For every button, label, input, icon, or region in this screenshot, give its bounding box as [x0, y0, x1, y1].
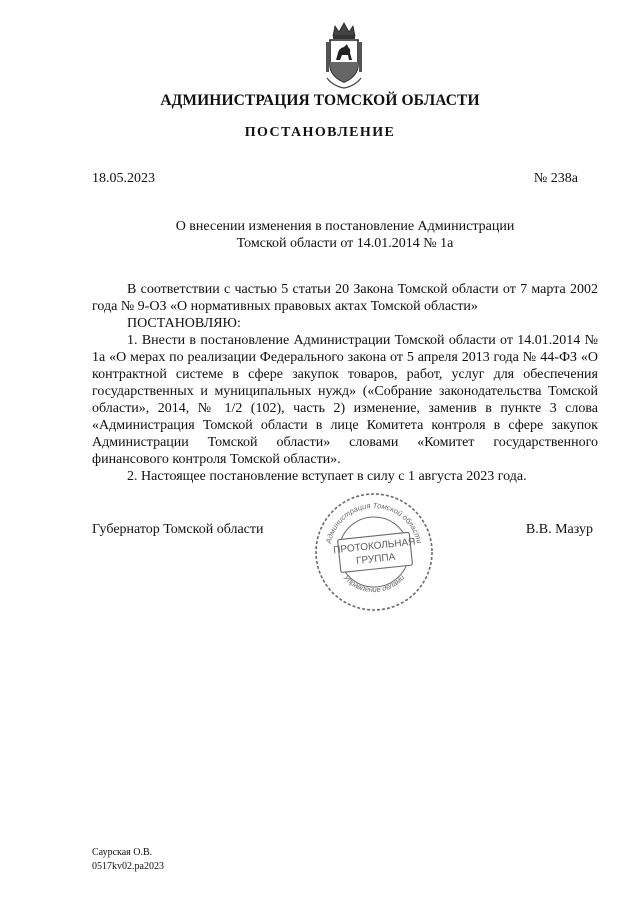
- stamp-ring-top: Администрация Томской области: [323, 500, 425, 545]
- document-number: № 238а: [533, 171, 578, 186]
- signatory-role: Губернатор Томской области: [92, 522, 264, 537]
- official-stamp: [313, 491, 435, 613]
- document-type: ПОСТАНОВЛЕНИЕ: [244, 125, 396, 140]
- svg-text:Управление делами: [341, 572, 407, 594]
- signatory-name: В.В. Мазур: [525, 522, 593, 537]
- stamp-ring-bottom: Управление делами: [341, 573, 407, 595]
- document-body: [92, 281, 598, 485]
- document-subject: [150, 218, 540, 252]
- file-code: 0517kv02.pa2023: [92, 861, 164, 872]
- stamp-center-line-2: ГРУППА: [355, 551, 396, 567]
- footer-executor-info: [92, 846, 164, 874]
- item-2-paragraph: 2. Настоящее постановление вступает в силу с 1 августа 2023 года.: [127, 469, 527, 484]
- subject-line: Томской области от 14.01.2014 № 1а: [236, 236, 454, 251]
- item-1-paragraph: 1. Внести в постановление Администрации Томской области от 14.01.2014 № 1а «О мерах по реализации Федерального закона от 5 апреля 2013 года № 44-ФЗ «О контрактной системе в сфере закупок товаров, работ, услуг для обеспечения государственных и муниципальных нужд» («Собрание законодательства Томской области», 2014, № 1/2 (102), часть 2) изменение, заменив в пункте 3 слова «Администрация Томской области в лице Комитета контроля в сфере закупок Администрации Томской области» словами «Комитет государственного финансового контроля Томской области».: [92, 333, 598, 467]
- stamp-center-line-1: ПРОТОКОЛЬНАЯ: [332, 536, 417, 557]
- executor-name: Саурская О.В.: [92, 847, 153, 858]
- coat-of-arms-icon: [323, 20, 365, 90]
- organization-title: АДМИНИСТРАЦИЯ ТОМСКОЙ ОБЛАСТИ: [160, 92, 480, 109]
- document-date: 18.05.2023: [92, 171, 155, 186]
- resolve-heading: ПОСТАНОВЛЯЮ:: [127, 316, 241, 331]
- subject-line: О внесении изменения в постановление Администрации: [175, 219, 515, 234]
- preamble-paragraph: В соответствии с частью 5 статьи 20 Закона Томской области от 7 марта 2002 года № 9-ОЗ «О нормативных правовых актах Томской области»: [92, 282, 598, 314]
